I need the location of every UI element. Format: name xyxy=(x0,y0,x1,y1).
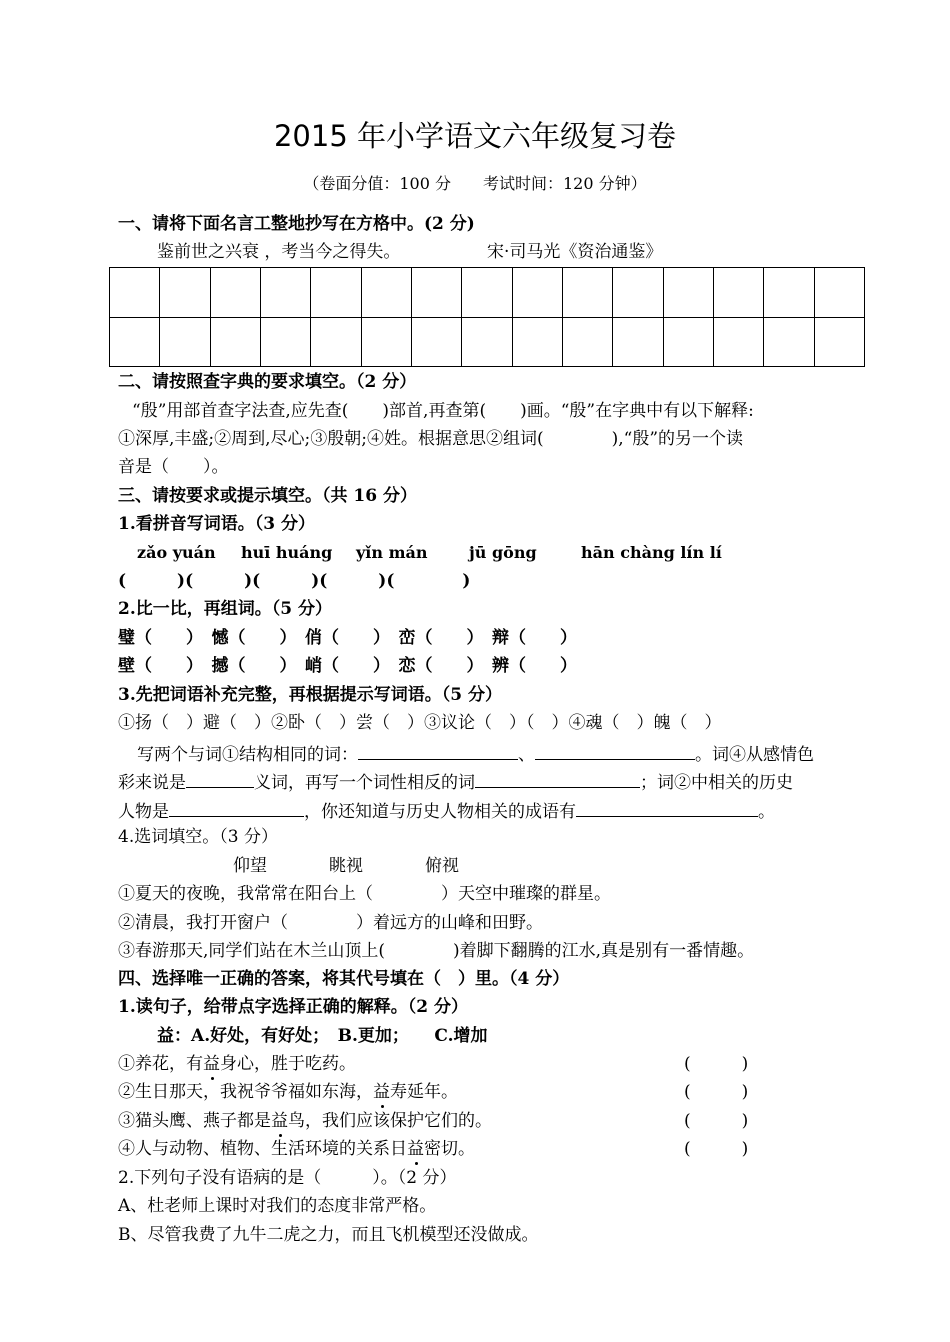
pinyin-2: huī huáng xyxy=(241,543,333,562)
structure-prompt: 写两个与词①结构相同的词： xyxy=(137,745,358,765)
answer-blank[interactable] xyxy=(475,769,640,788)
answer-paren[interactable]: ( ) xyxy=(684,1111,749,1131)
history-line xyxy=(118,798,775,823)
grid-cell[interactable] xyxy=(260,268,310,318)
page-title: 2015 年小学语文六年级复习卷 xyxy=(273,119,677,153)
grid-cell[interactable] xyxy=(613,317,663,367)
q4-2-heading: 2.下列句子没有语病的是（ ）。（2 分） xyxy=(118,1168,457,1188)
compare-row-1[interactable]: 璧（ ） 憾（ ） 俏（ ） 峦（ ） 辩（ ） xyxy=(118,628,577,648)
antonym-prompt: 义词，再写一个词性相反的词 xyxy=(254,773,475,793)
color-prompt: 彩来说是 xyxy=(118,773,186,793)
structure-line xyxy=(137,741,814,766)
sentence-item xyxy=(118,1110,492,1132)
grid-cell[interactable] xyxy=(260,317,310,367)
antonym-line xyxy=(118,769,793,794)
grid-cell[interactable] xyxy=(411,268,461,318)
grid-cell[interactable] xyxy=(764,317,814,367)
sentence-item xyxy=(118,1053,356,1075)
grid-cell[interactable] xyxy=(512,268,562,318)
grid-cell[interactable] xyxy=(160,268,210,318)
grid-row xyxy=(110,268,865,318)
sentence-item xyxy=(118,1138,475,1160)
section-3-heading: 三、请按要求或提示填空。（共 16 分） xyxy=(118,486,417,506)
answer-paren[interactable]: ( ) xyxy=(684,1082,749,1102)
dotted-char: 益 xyxy=(271,1111,288,1131)
copy-grid xyxy=(109,267,865,367)
answer-blank[interactable] xyxy=(576,798,758,817)
grid-cell[interactable] xyxy=(110,317,160,367)
option-a[interactable]: A、杜老师上课时对我们的态度非常严格。 xyxy=(118,1196,437,1216)
word-choice-3: 俯视 xyxy=(425,856,459,876)
dictionary-line-3: 音是（ ）。 xyxy=(118,457,229,477)
grid-cell[interactable] xyxy=(713,268,763,318)
sentence-text: ②生日那天，我祝爷爷福如东海， xyxy=(118,1082,373,1102)
q3-4-heading: 4.选词填空。（3 分） xyxy=(118,827,278,847)
answer-blank[interactable] xyxy=(169,798,304,817)
meaning-options: 益：A.好处，有好处； B.更加； C.增加 xyxy=(157,1026,488,1046)
sentence-text: ①养花，有 xyxy=(118,1054,203,1074)
pinyin-answer-blanks[interactable]: ( )( )( )( )( ) xyxy=(118,571,471,591)
sentence-text: ③猫头鹰、燕子都是 xyxy=(118,1111,271,1131)
grid-cell[interactable] xyxy=(160,317,210,367)
q4-1-heading: 1.读句子，给带点字选择正确的解释。（2 分） xyxy=(118,997,468,1017)
word-choice-1: 仰望 xyxy=(233,856,267,876)
quote-text: 鉴前世之兴衰 ，考当今之得失。 xyxy=(157,242,401,262)
answer-paren[interactable]: ( ) xyxy=(684,1139,749,1159)
answer-paren[interactable]: ( ) xyxy=(684,1054,749,1074)
word-fill-3[interactable]: ③春游那天,同学们站在木兰山顶上( )着脚下翻腾的江水,真是别有一番情趣。 xyxy=(118,941,755,961)
person-prompt: 人物是 xyxy=(118,802,169,822)
pinyin-1: zǎo yuán xyxy=(137,543,216,562)
q3-3-heading: 3.先把词语补充完整，再根据提示写词语。（5 分） xyxy=(118,685,502,705)
separator-text: 、 xyxy=(518,745,535,765)
grid-cell[interactable] xyxy=(613,268,663,318)
grid-cell[interactable] xyxy=(462,317,512,367)
dictionary-line-2: ①深厚,丰盛;②周到,尽心;③殷朝;④姓。根据意思②组词( ),“殷”的另一个读 xyxy=(118,429,744,449)
grid-cell[interactable] xyxy=(210,317,260,367)
grid-cell[interactable] xyxy=(210,268,260,318)
exam-info: （卷面分值：100 分 考试时间：120 分钟） xyxy=(303,174,647,193)
grid-cell[interactable] xyxy=(562,317,612,367)
word-fill-1[interactable]: ①夏天的夜晚，我常常在阳台上（ ）天空中璀璨的群星。 xyxy=(118,884,611,904)
history-prompt: ；词②中相关的历史 xyxy=(640,773,793,793)
emotion-prompt: 。词④从感情色 xyxy=(695,745,814,765)
grid-cell[interactable] xyxy=(311,268,361,318)
sentence-text: 密切。 xyxy=(424,1139,475,1159)
pinyin-5: hān chàng lín lí xyxy=(581,543,722,562)
grid-cell[interactable] xyxy=(311,317,361,367)
pinyin-3: yǐn mán xyxy=(356,543,428,562)
pinyin-4: jū gōng xyxy=(469,543,537,562)
answer-blank[interactable] xyxy=(535,741,695,760)
grid-cell[interactable] xyxy=(663,268,713,318)
section-1-heading: 一、请将下面名言工整地抄写在方格中。(2 分) xyxy=(118,214,475,234)
section-2-heading: 二、请按照查字典的要求填空。（2 分） xyxy=(118,372,417,392)
grid-cell[interactable] xyxy=(562,268,612,318)
grid-cell[interactable] xyxy=(361,317,411,367)
grid-cell[interactable] xyxy=(512,317,562,367)
dotted-char: 益 xyxy=(203,1054,220,1074)
answer-blank[interactable] xyxy=(358,741,518,760)
quote-source: 宋·司马光《资治通鉴》 xyxy=(487,242,663,262)
grid-row xyxy=(110,317,865,367)
end-period: 。 xyxy=(758,802,775,822)
grid-cell[interactable] xyxy=(411,317,461,367)
q3-2-heading: 2.比一比，再组词。（5 分） xyxy=(118,599,332,619)
answer-blank[interactable] xyxy=(186,769,254,788)
q3-1-heading: 1.看拼音写词语。（3 分） xyxy=(118,514,315,534)
compare-row-2[interactable]: 壁（ ） 撼（ ） 峭（ ） 恋（ ） 辨（ ） xyxy=(118,656,577,676)
grid-cell[interactable] xyxy=(361,268,411,318)
word-fill-2[interactable]: ②清晨，我打开窗户（ ）着远方的山峰和田野。 xyxy=(118,913,543,933)
word-choice-2: 眺视 xyxy=(329,856,363,876)
option-b[interactable]: B、尽管我费了九牛二虎之力，而且飞机模型还没做成。 xyxy=(118,1225,539,1245)
grid-cell[interactable] xyxy=(110,268,160,318)
grid-cell[interactable] xyxy=(462,268,512,318)
section-4-heading: 四、选择唯一正确的答案，将其代号填在（ ）里。（4 分） xyxy=(118,969,570,989)
dotted-char: 益 xyxy=(407,1139,424,1159)
idiom-fill-line[interactable]: ①扬（ ）避（ ）②卧（ ）尝（ ）③议论（ ）（ ）④魂（ ）魄（ ） xyxy=(118,713,722,733)
sentence-text: 鸟，我们应该保护它们的。 xyxy=(288,1111,492,1131)
idiom-prompt: ，你还知道与历史人物相关的成语有 xyxy=(304,802,576,822)
sentence-text: 寿延年。 xyxy=(390,1082,458,1102)
sentence-item xyxy=(118,1081,458,1103)
dotted-char: 益 xyxy=(373,1082,390,1102)
grid-cell[interactable] xyxy=(713,317,763,367)
sentence-text: ④人与动物、植物、生活环境的关系日 xyxy=(118,1139,407,1159)
dictionary-line-1: “殷”用部首查字法查,应先查( )部首,再查第( )画。“殷”在字典中有以下解释: xyxy=(132,401,754,421)
sentence-text: 身心，胜于吃药。 xyxy=(220,1054,356,1074)
grid-cell[interactable] xyxy=(814,317,864,367)
grid-cell[interactable] xyxy=(764,268,814,318)
grid-cell[interactable] xyxy=(663,317,713,367)
grid-cell[interactable] xyxy=(814,268,864,318)
